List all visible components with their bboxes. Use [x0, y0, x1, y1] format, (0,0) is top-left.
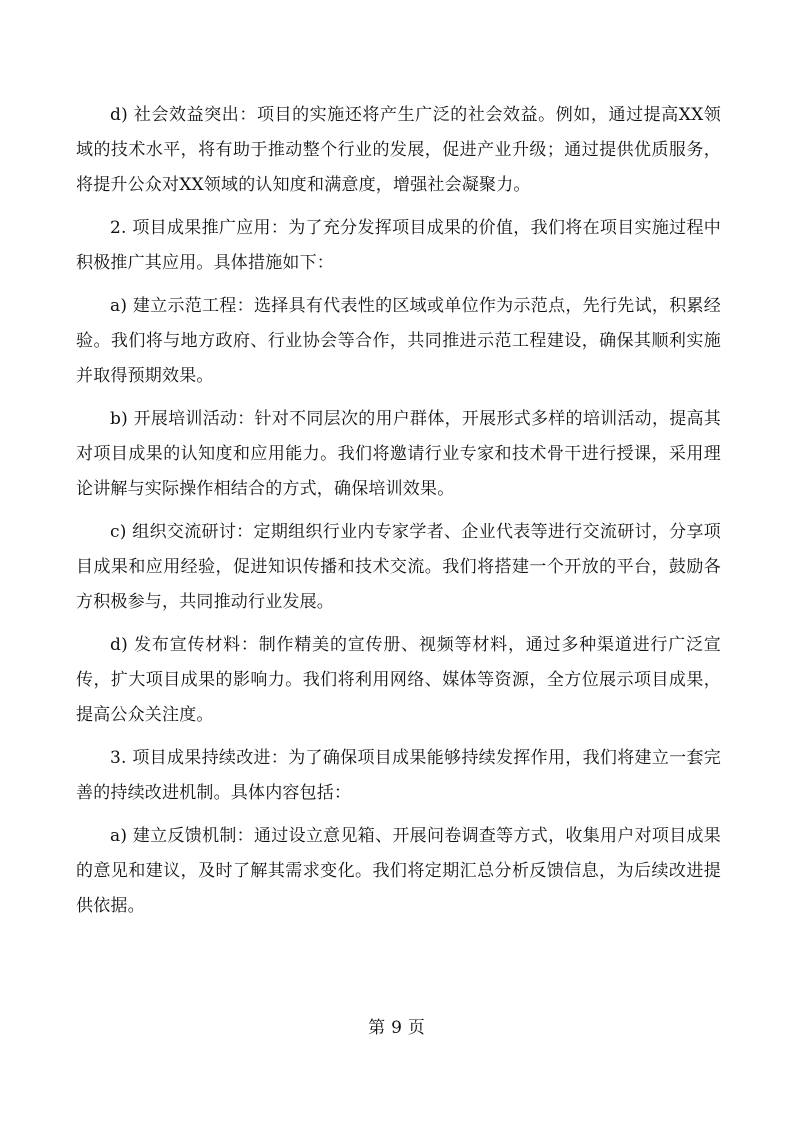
- page-label-suffix: 页: [407, 1018, 425, 1038]
- page-footer: [0, 1016, 793, 1040]
- paragraph-feedback: a) 建立反馈机制：通过设立意见箱、开展问卷调查等方式，收集用户对项目成果的意见和建议，及时了解其需求变化。我们将定期汇总分析反馈信息，为后续改进提供依据。: [76, 826, 721, 916]
- paragraph-publicity: d) 发布宣传材料：制作精美的宣传册、视频等材料，通过多种渠道进行广泛宣传，扩大项目成果的影响力。我们将利用网络、媒体等资源，全方位展示项目成果，提高公众关注度。: [76, 635, 721, 725]
- paragraph-promotion-heading: 2. 项目成果推广应用：为了充分发挥项目成果的价值，我们将在项目实施过程中积极推广其应用。具体措施如下：: [76, 218, 721, 273]
- paragraph-social-benefit: d) 社会效益突出：项目的实施还将产生广泛的社会效益。例如，通过提高XX领域的技术水平，将有助于推动整个行业的发展，促进产业升级；通过提供优质服务，将提升公众对XX领域的认知度和满意度，增强社会凝聚力。: [76, 105, 721, 195]
- paragraph-demo-project: a) 建立示范工程：选择具有代表性的区域或单位作为示范点，先行先试，积累经验。我们将与地方政府、行业协会等合作，共同推进示范工程建设，确保其顺利实施并取得预期效果。: [76, 296, 721, 386]
- document-body: [76, 98, 721, 932]
- paragraph-improvement-heading: 3. 项目成果持续改进：为了确保项目成果能够持续发挥作用，我们将建立一套完善的持续改进机制。具体内容包括：: [76, 748, 721, 803]
- paragraph-exchange: c) 组织交流研讨：定期组织行业内专家学者、企业代表等进行交流研讨，分享项目成果和应用经验，促进知识传播和技术交流。我们将搭建一个开放的平台，鼓励各方积极参与，共同推动行业发展。: [76, 522, 721, 612]
- page-label-prefix: 第: [368, 1018, 386, 1038]
- paragraph-training: b) 开展培训活动：针对不同层次的用户群体，开展形式多样的培训活动，提高其对项目成果的认知度和应用能力。我们将邀请行业专家和技术骨干进行授课，采用理论讲解与实际操作相结合的方式，确保培训效果。: [76, 409, 721, 499]
- page-number: 9: [391, 1018, 402, 1038]
